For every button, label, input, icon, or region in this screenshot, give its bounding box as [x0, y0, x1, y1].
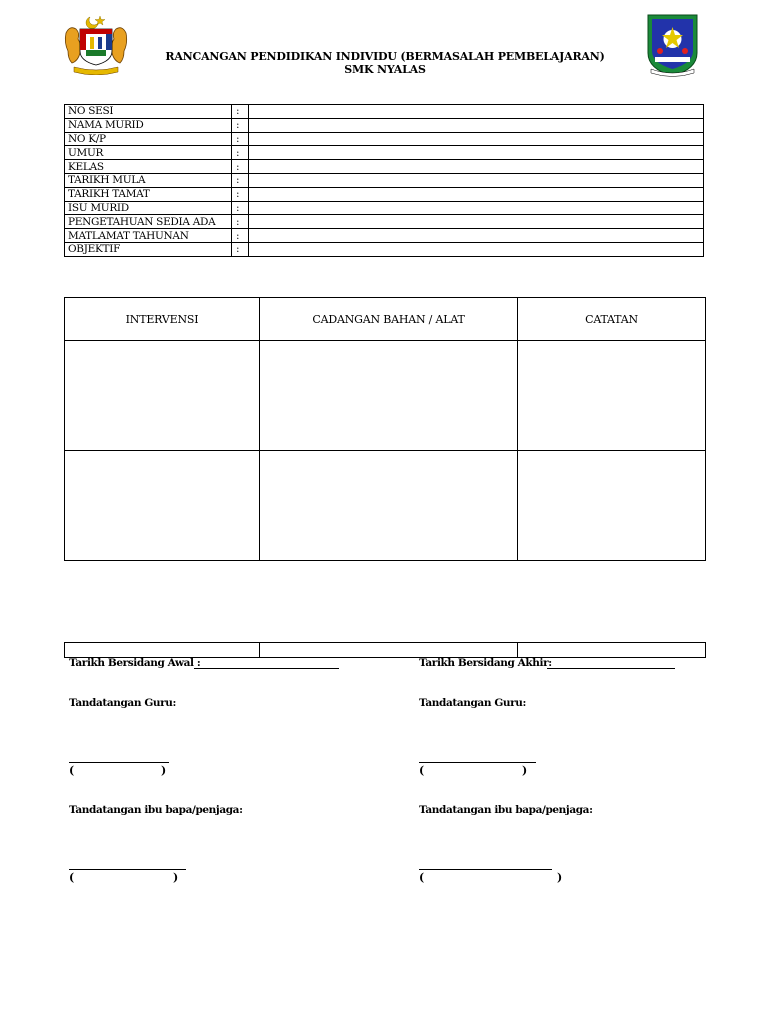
info-value-field[interactable]: [249, 242, 704, 256]
info-colon: :: [232, 160, 249, 174]
teacher-signature-line-left[interactable]: [69, 762, 169, 763]
date-end-label: Tarikh Bersidang Akhir:: [419, 657, 552, 669]
info-label: NAMA MURID: [65, 118, 232, 132]
info-colon: :: [232, 242, 249, 256]
table-cell[interactable]: [260, 643, 518, 658]
info-label: OBJEKTIF: [65, 242, 232, 256]
school-badge-logo: [645, 13, 700, 78]
column-header-cadangan: CADANGAN BAHAN / ALAT: [260, 298, 518, 341]
info-label: ISU MURID: [65, 201, 232, 215]
info-value-field[interactable]: [249, 146, 704, 160]
info-label: MATLAMAT TAHUNAN: [65, 229, 232, 243]
info-row: [65, 160, 704, 174]
intervention-table: [64, 297, 706, 561]
document-title: RANCANGAN PENDIDIKAN INDIVIDU (BERMASALAH PEMBELAJARAN): [165, 50, 605, 63]
info-colon: :: [232, 118, 249, 132]
info-colon: :: [232, 215, 249, 229]
date-start-label: Tarikh Bersidang Awal :: [69, 657, 201, 669]
table-cell[interactable]: [65, 643, 260, 658]
table-row: [65, 451, 706, 561]
paren-open: (: [69, 764, 75, 777]
info-row: [65, 242, 704, 256]
info-value-field[interactable]: [249, 105, 704, 119]
table-cell[interactable]: [260, 451, 518, 561]
parent-signature-line-left[interactable]: [69, 869, 186, 870]
info-row: [65, 118, 704, 132]
table-cell[interactable]: [518, 643, 706, 658]
info-row: [65, 187, 704, 201]
info-value-field[interactable]: [249, 215, 704, 229]
info-row: [65, 229, 704, 243]
info-label: UMUR: [65, 146, 232, 160]
info-label: KELAS: [65, 160, 232, 174]
info-colon: :: [232, 105, 249, 119]
column-header-catatan: CATATAN: [518, 298, 706, 341]
paren-close: ): [173, 871, 179, 884]
teacher-signature-label-left: Tandatangan Guru:: [69, 697, 176, 709]
info-row: [65, 201, 704, 215]
parent-signature-line-right[interactable]: [419, 869, 552, 870]
info-value-field[interactable]: [249, 132, 704, 146]
table-cell[interactable]: [65, 451, 260, 561]
info-row: [65, 105, 704, 119]
teacher-signature-line-right[interactable]: [419, 762, 536, 763]
paren-close: ): [161, 764, 167, 777]
info-value-field[interactable]: [249, 173, 704, 187]
info-label: NO SESI: [65, 105, 232, 119]
info-value-field[interactable]: [249, 229, 704, 243]
paren-open: (: [419, 871, 425, 884]
table-cell[interactable]: [65, 341, 260, 451]
date-end-line[interactable]: [547, 668, 675, 669]
table-row: [65, 643, 706, 658]
paren-close: ): [557, 871, 563, 884]
paren-open: (: [69, 871, 75, 884]
info-value-field[interactable]: [249, 118, 704, 132]
column-header-intervensi: INTERVENSI: [65, 298, 260, 341]
parent-signature-label-right: Tandatangan ibu bapa/penjaga:: [419, 804, 593, 816]
date-start-line[interactable]: [194, 668, 339, 669]
info-colon: :: [232, 187, 249, 201]
paren-open: (: [419, 764, 425, 777]
paren-close: ): [522, 764, 528, 777]
student-info-table: [64, 104, 704, 257]
info-label: TARIKH MULA: [65, 173, 232, 187]
info-label: PENGETAHUAN SEDIA ADA: [65, 215, 232, 229]
school-name: SMK NYALAS: [344, 63, 426, 76]
table-cell[interactable]: [518, 451, 706, 561]
footer-strip-table: [64, 642, 706, 658]
info-colon: :: [232, 229, 249, 243]
info-value-field[interactable]: [249, 160, 704, 174]
info-label: TARIKH TAMAT: [65, 187, 232, 201]
info-row: [65, 132, 704, 146]
parent-signature-label-left: Tandatangan ibu bapa/penjaga:: [69, 804, 243, 816]
info-label: NO K/P: [65, 132, 232, 146]
info-row: [65, 215, 704, 229]
info-row: [65, 146, 704, 160]
info-value-field[interactable]: [249, 187, 704, 201]
info-colon: :: [232, 173, 249, 187]
info-value-field[interactable]: [249, 201, 704, 215]
info-colon: :: [232, 132, 249, 146]
table-row: [65, 341, 706, 451]
info-row: [65, 173, 704, 187]
coat-of-arms-logo: [60, 13, 132, 75]
table-cell[interactable]: [518, 341, 706, 451]
teacher-signature-label-right: Tandatangan Guru:: [419, 697, 526, 709]
info-colon: :: [232, 146, 249, 160]
table-cell[interactable]: [260, 341, 518, 451]
info-colon: :: [232, 201, 249, 215]
